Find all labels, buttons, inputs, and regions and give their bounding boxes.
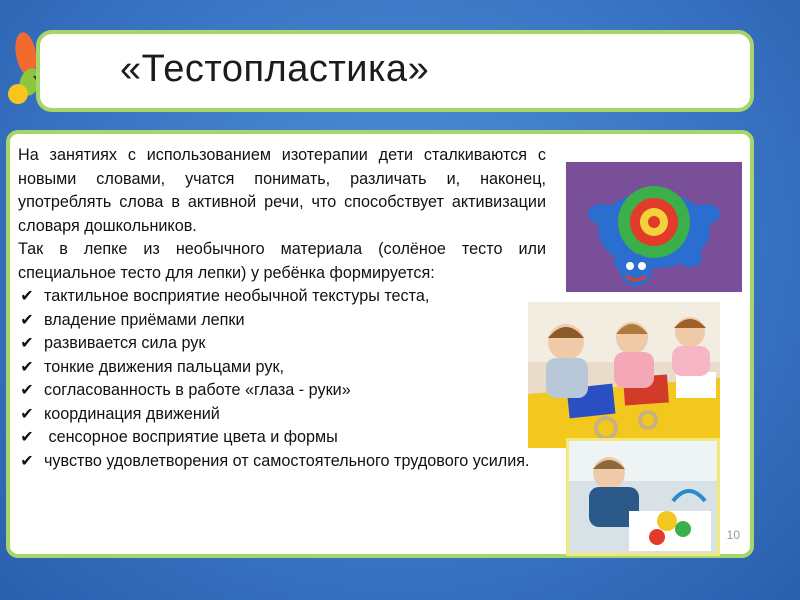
intro-paragraph: На занятиях с использованием изотерапии дети сталкиваются с новыми словами, учатся понимать, различать и, наконец, употреблять слова в активной речи, что способствует активизации словаря дошкольников.: [18, 146, 546, 235]
list-item: ✔ владение приёмами лепки: [18, 309, 546, 333]
children-modeling-photo: [528, 302, 720, 448]
list-item: ✔ согласованность в работе «глаза - руки»: [18, 379, 546, 403]
checkmark-icon: ✔: [20, 452, 34, 470]
list-item: ✔ чувство удовлетворения от самостоятельного трудового усилия.: [18, 450, 546, 474]
checkmark-icon: ✔: [20, 429, 34, 446]
child-crafting-photo: [566, 438, 720, 556]
checkmark-icon: ✔: [20, 311, 34, 329]
slide-title: «Тестопластика»: [120, 48, 430, 90]
list-item: ✔ тактильное восприятие необычной текстуры теста,: [18, 285, 546, 309]
checkmark-icon: ✔: [20, 382, 34, 399]
list-item: ✔ сенсорное восприятие цвета и формы: [18, 426, 546, 450]
formation-paragraph: Так в лепке из необычного материала (солёное тесто или специальное тесто для лепки) у ребёнка формируется:: [18, 240, 546, 282]
list-item: ✔ тонкие движения пальцами рук,: [18, 356, 546, 380]
checkmark-icon: ✔: [20, 358, 34, 376]
checkmark-icon: ✔: [20, 335, 34, 352]
checkmark-icon: ✔: [20, 288, 34, 305]
title-frame: [36, 30, 754, 112]
list-item: ✔ координация движений: [18, 403, 546, 427]
list-item: ✔ развивается сила рук: [18, 332, 546, 356]
checkmark-icon: ✔: [20, 405, 34, 423]
page-number: 10: [726, 528, 740, 542]
text-column: [18, 144, 546, 473]
turtle-craft-photo: [566, 162, 742, 292]
skills-list: [18, 285, 546, 473]
